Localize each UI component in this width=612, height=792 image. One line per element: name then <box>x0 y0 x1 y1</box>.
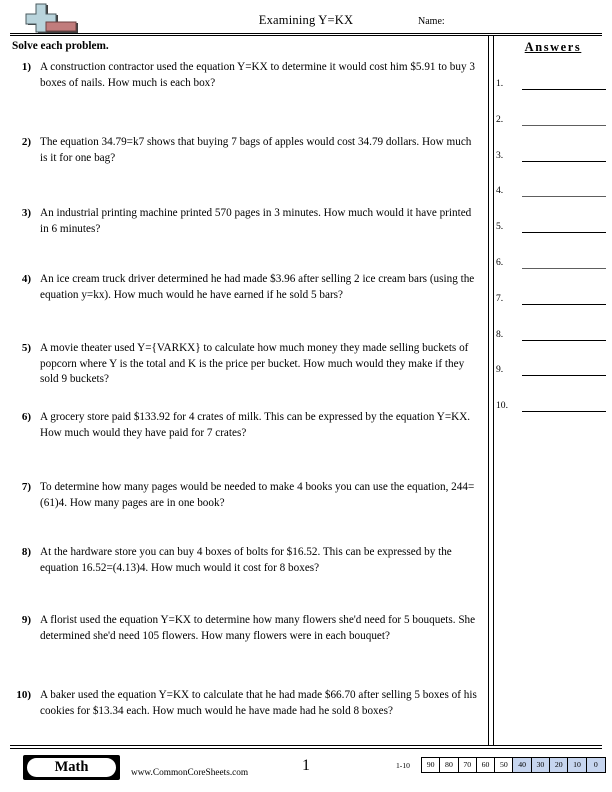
answer-blank-line[interactable] <box>522 125 606 126</box>
scale-cell: 50 <box>495 758 513 772</box>
problem-text: An industrial printing machine printed 570 pages in 3 minutes. How much would it have printed in 6 minutes? <box>40 207 472 235</box>
problem-item <box>12 613 480 644</box>
answer-row[interactable] <box>496 364 608 380</box>
page-header <box>0 0 612 36</box>
answer-row[interactable] <box>496 150 608 166</box>
answer-number: 2. <box>496 113 504 125</box>
answer-blank-line[interactable] <box>522 232 606 233</box>
scale-cell: 90 <box>422 758 440 772</box>
answers-heading-text: Answers <box>524 40 582 54</box>
answer-row[interactable] <box>496 257 608 273</box>
answer-row[interactable] <box>496 114 608 130</box>
page-title: Examining Y=KX <box>258 13 354 27</box>
answer-blank-line[interactable] <box>522 161 606 162</box>
problem-number: 10) <box>16 689 31 701</box>
subject-badge-label: Math <box>54 759 89 775</box>
answer-row[interactable] <box>496 185 608 201</box>
problem-number: 2) <box>21 136 31 148</box>
problem-item <box>12 60 480 91</box>
problem-number: 6) <box>21 411 31 423</box>
answer-number: 1. <box>496 78 504 89</box>
column-divider-left <box>488 36 489 746</box>
problem-item <box>12 688 480 719</box>
answer-row[interactable] <box>496 78 608 94</box>
problem-item <box>12 272 480 303</box>
answer-number: 5. <box>496 221 504 233</box>
scale-cell: 40 <box>513 758 531 772</box>
problem-number: 3) <box>21 207 31 219</box>
answer-blank-line[interactable] <box>522 340 606 341</box>
problem-item <box>12 206 480 237</box>
answer-number: 7. <box>496 292 504 304</box>
answer-row[interactable] <box>496 293 608 309</box>
problem-item <box>12 135 480 166</box>
name-label: Name: <box>418 16 445 27</box>
page-number: 1 <box>302 757 310 774</box>
footer-divider <box>10 745 602 746</box>
answer-row[interactable] <box>496 221 608 237</box>
scale-range-label: 1-10 <box>396 761 410 770</box>
problem-number: 7) <box>21 481 31 493</box>
grading-scale <box>421 757 606 773</box>
answer-blank-line[interactable] <box>522 268 606 269</box>
problem-item <box>12 480 480 511</box>
scale-cell: 30 <box>532 758 550 772</box>
problem-item <box>12 410 480 441</box>
scale-cell: 20 <box>550 758 568 772</box>
problem-number: 4) <box>21 273 31 285</box>
problem-number: 8) <box>21 546 31 558</box>
scale-cell: 10 <box>568 758 586 772</box>
problem-text: A grocery store paid $133.92 for 4 crates of milk. This can be expressed by the equation Y=KX. How much would they have paid for 7 crates? <box>40 411 471 439</box>
problem-text: At the hardware store you can buy 4 boxes of bolts for $16.52. This can be expressed by the equation 16.52=(4.13)4. How much would it cost for 8 boxes? <box>40 546 452 574</box>
answer-blank-line[interactable] <box>522 196 606 197</box>
answer-blank-line[interactable] <box>522 304 606 305</box>
scale-cell: 60 <box>477 758 495 772</box>
problem-text: To determine how many pages would be needed to make 4 books you can use the equation, 244=(61)4. How many pages are in one book? <box>40 481 475 509</box>
problem-text: A florist used the equation Y=KX to determine how many flowers she'd need for 5 bouquets. She determined she'd need 105 flowers. How many flowers were in each bouquet? <box>40 614 476 642</box>
answer-number: 3. <box>496 149 504 161</box>
problem-number: 1) <box>21 61 31 73</box>
footer-divider-thin <box>10 748 602 749</box>
problem-text: A movie theater used Y={VARKX} to calculate how much money they made selling buckets of popcorn where Y is the total and K is the price per bucket. How much would they make if they sold 9 buckets? <box>40 342 469 385</box>
answer-blank-line[interactable] <box>522 375 606 376</box>
answer-blank-line[interactable] <box>522 411 606 412</box>
answer-number: 4. <box>496 185 504 197</box>
answer-number: 6. <box>496 257 504 268</box>
problem-item <box>12 545 480 576</box>
problem-number: 5) <box>21 342 31 354</box>
answer-blank-line[interactable] <box>522 89 606 90</box>
problem-text: An ice cream truck driver determined he had made $3.96 after selling 2 ice cream bars (using the equation y=kx). How much would he have earned if he sold 5 bars? <box>40 273 475 301</box>
column-divider-right <box>493 36 494 746</box>
header-divider <box>10 33 602 34</box>
answer-number: 8. <box>496 328 504 340</box>
answer-number: 10. <box>496 400 508 412</box>
scale-cell: 70 <box>459 758 477 772</box>
problem-text: The equation 34.79=k7 shows that buying 7 bags of apples would cost 34.79 dollars. How much is it for one bag? <box>40 136 472 164</box>
scale-cell: 80 <box>440 758 458 772</box>
header-divider-thin <box>10 35 602 36</box>
answer-number: 9. <box>496 364 504 376</box>
scale-cell: 0 <box>587 758 605 772</box>
problem-text: A baker used the equation Y=KX to calculate that he had made $66.70 after selling 5 boxes of his cookies for $13.34 each. How much would he have made had he sold 8 boxes? <box>40 689 477 717</box>
website-url: www.CommonCoreSheets.com <box>131 768 249 778</box>
answer-row[interactable] <box>496 329 608 345</box>
problem-text: A construction contractor used the equation Y=KX to determine it would cost him $5.91 to buy 3 boxes of nails. How much is each box? <box>40 61 475 89</box>
answers-heading <box>494 40 612 55</box>
instruction-text: Solve each problem. <box>12 40 109 52</box>
problem-number: 9) <box>21 614 31 626</box>
answer-row[interactable] <box>496 400 608 416</box>
problem-item <box>12 341 480 388</box>
